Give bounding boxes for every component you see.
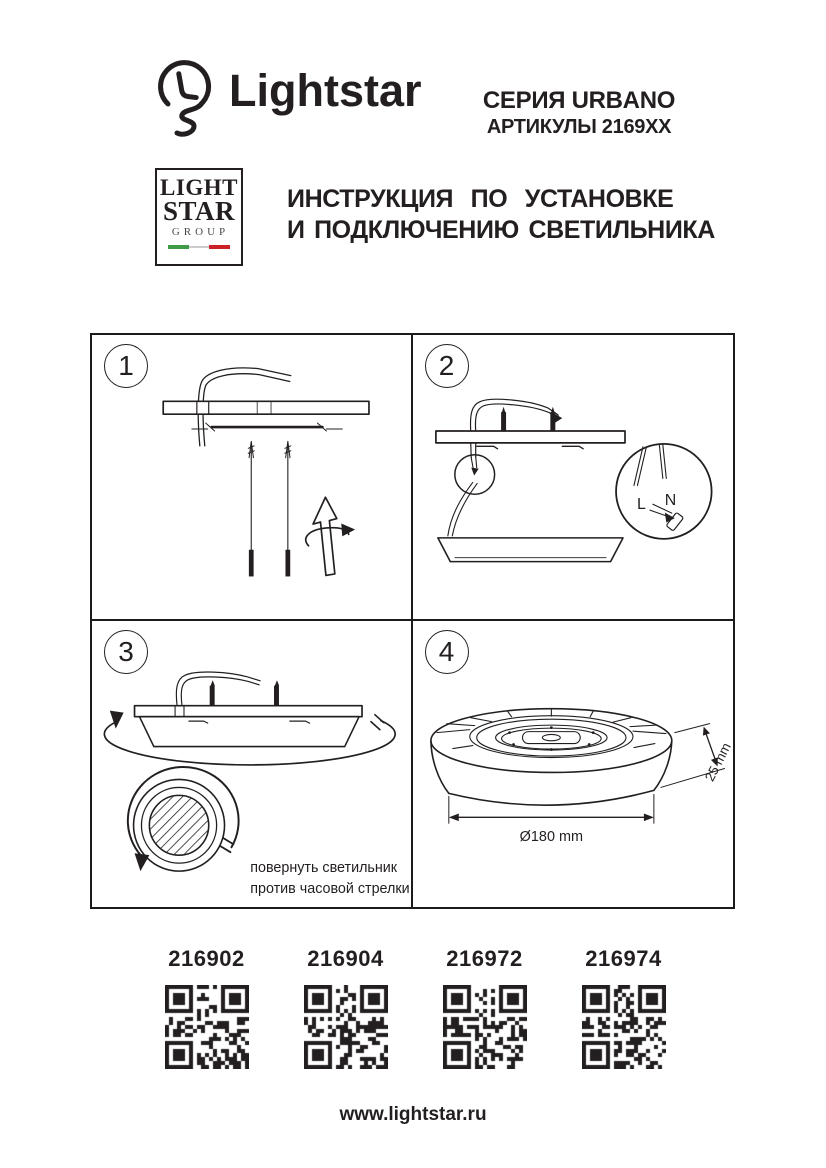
series-info	[479, 87, 679, 139]
group-logo-light: LIGHT	[160, 175, 238, 200]
article-codes-row	[137, 946, 693, 1069]
series-label: СЕРИЯ URBANO	[482, 87, 676, 114]
article-code: 216972	[446, 946, 523, 971]
wire-label-l: L	[636, 496, 646, 514]
page-title-line1: ИНСТРУКЦИЯ ПО УСТАНОВКЕ	[287, 185, 674, 213]
height-dimension-label: 25 mm	[701, 740, 733, 784]
articles-label: АРТИКУЛЫ 2169XX	[486, 116, 672, 138]
lightstar-bulb-icon	[156, 60, 220, 148]
article-item	[137, 946, 276, 1069]
footer-url: www.lightstar.ru	[339, 1104, 487, 1125]
step-number-badge: 2	[425, 344, 469, 388]
step-3-panel	[92, 621, 413, 907]
wire-label-n: N	[664, 492, 676, 510]
qr-code	[443, 985, 527, 1069]
step-3-caption-line2: против часовой стрелки	[250, 881, 410, 898]
article-code: 216974	[585, 946, 662, 971]
article-item	[554, 946, 693, 1069]
italy-flag-stripe	[168, 245, 230, 249]
article-code: 216904	[307, 946, 384, 971]
step-number-badge: 3	[104, 630, 148, 674]
qr-code	[582, 985, 666, 1069]
brand-wordmark: Lightstar	[229, 65, 422, 116]
diagram-grid	[90, 333, 735, 909]
step-2-panel	[413, 335, 734, 621]
flag-white	[189, 245, 210, 249]
article-code: 216902	[168, 946, 245, 971]
step-number-badge: 4	[425, 630, 469, 674]
qr-code	[165, 985, 249, 1069]
page-title-line2: И ПОДКЛЮЧЕНИЮ СВЕТИЛЬНИКА	[287, 216, 715, 244]
step-4-panel	[413, 621, 734, 907]
flag-green	[168, 245, 189, 249]
article-item	[276, 946, 415, 1069]
diameter-dimension-label: Ø180 mm	[519, 829, 583, 846]
step-number-badge: 1	[104, 344, 148, 388]
brand-logo	[156, 60, 422, 148]
qr-code	[304, 985, 388, 1069]
flag-red	[209, 245, 230, 249]
page-title	[287, 184, 715, 246]
group-logo-group: GROUP	[171, 226, 230, 238]
group-logo-star: STAR	[162, 196, 236, 226]
step-3-caption-line1: повернуть светильник	[250, 860, 398, 877]
lightstar-group-logo	[155, 168, 243, 266]
step-1-panel	[92, 335, 413, 621]
article-item	[415, 946, 554, 1069]
